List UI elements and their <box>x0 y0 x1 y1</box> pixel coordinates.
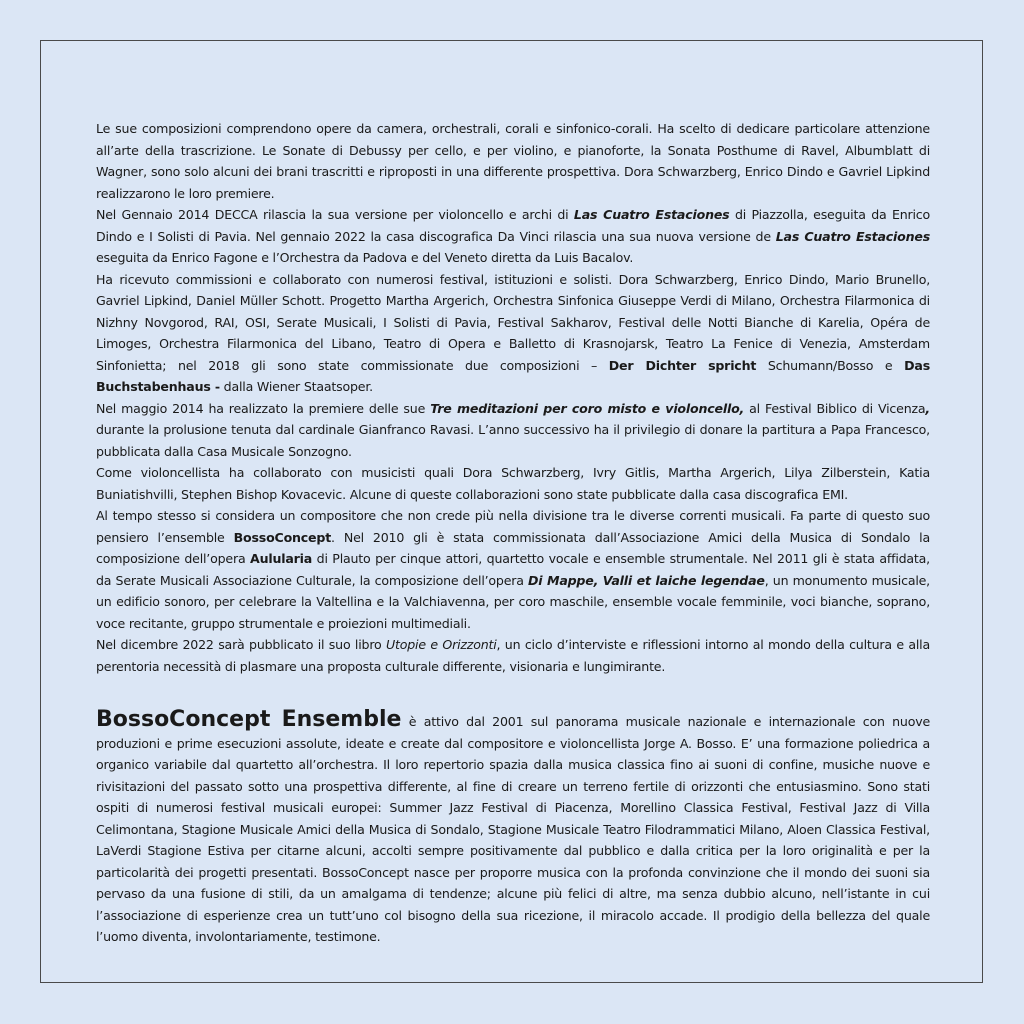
bio-paragraph-7: Nel dicembre 2022 sarà pubblicato il suo libro Utopie e Orizzonti, un ciclo d’interviste e riflessioni intorno al mondo della cultura e alla perentoria necessità di plasmare una proposta culturale differente, visionaria e lungimirante. <box>96 637 930 674</box>
book-title: Utopie e Orizzonti <box>386 637 497 652</box>
bio-paragraph-5: Come violoncellista ha collaborato con musicisti quali Dora Schwarzberg, Ivry Gitlis, Martha Argerich, Lilya Zilberstein, Katia Buniatishvilli, Stephen Bishop Kovacevic. Alcune di queste collaborazioni sono state pubblicate dalla casa discografica EMI. <box>96 465 930 502</box>
section-spacer <box>96 677 930 709</box>
work-title: Das Buchstabenhaus - <box>96 357 931 394</box>
bio-paragraph-1: Le sue composizioni comprendono opere da camera, orchestrali, corali e sinfonico-corali. Ha scelto di dedicare particolare attenzione all’arte della trascrizione. Le Sonate di Debussy per cello, e per violino, e pianoforte, la Sonata Posthume di Ravel, Albumblatt di Wagner, sono solo alcuni dei brani trascritti e riproposti in una differente prospettiva. Dora Schwarzberg, Enrico Dindo e Gavriel Lipkind realizzarono le loro premiere. <box>96 121 930 201</box>
ensemble-name: BossoConcept <box>233 529 332 545</box>
ensemble-paragraph: BossoConcept Ensemble è attivo dal 2001 sul panorama musicale nazionale e internazionale con nuove produzioni e prime esecuzioni assolute, ideate e create dal compositore e violoncellista Jorge A. Bosso. E’ una formazione poliedrica a organico variabile dal quartetto all’orchestra. Il loro repertorio spazia dalla musica classica fino ai suoni di confine, musiche nuove e rivisitazioni del passato sotto una prospettiva differente, al fine di creare un terreno fertile di orizzonti che entusiasmino. Sono stati ospiti di numerosi festival musicali europei: Summer Jazz Festival di Piacenza, Morellino Classica Festival, Festival Jazz di Villa Celimontana, Stagione Musicale Amici della Musica di Sondalo, Stagione Musicale Teatro Filodrammatici Milano, Aloen Classica Festival, LaVerdi Stagione Estiva per citarne alcuni, accolti sempre positivamente dal pubblico e dalla critica per la loro originalità e per la particolarità dei progetti presentati. BossoConcept nasce per proporre musica con la profonda convinzione che il mondo dei suoni sia pervaso da una fusione di stili, da un amalgama di tendenze; alcune più felici di altre, ma senza dubbio alcuno, nell’istante in cui l’associazione di esperienze crea un tutt’uno col bisogno della sua ricezione, il miracolo accade. Il prodigio della bellezza del quale l’uomo diventa, involontariamente, testimone. <box>96 707 931 944</box>
work-title: Las Cuatro Estaciones <box>775 228 930 244</box>
document-body <box>96 118 930 948</box>
bio-paragraph-4: Nel maggio 2014 ha realizzato la premiere delle sue Tre meditazioni per coro misto e violoncello, al Festival Biblico di Vicenza, durante la prolusione tenuta dal cardinale Gianfranco Ravasi. L’anno successivo ha il privilegio di donare la partitura a Papa Francesco, pubblicata dalla Casa Musicale Sonzogno. <box>96 400 931 459</box>
bio-paragraph-6: Al tempo stesso si considera un compositore che non crede più nella divisione tra le diverse correnti musicali. Fa parte di questo suo pensiero l’ensemble BossoConcept. Nel 2010 gli è stata commissionata dall’Associazione Amici della Musica di Sondalo la composizione dell’opera Aulularia di Plauto per cinque attori, quartetto vocale e ensemble strumentale. Nel 2011 gli è stata affidata, da Serate Musicali Associazione Culturale, la composizione dell’opera Di Mappe, Valli et laiche legendae, un monumento musicale, un edificio sonoro, per celebrare la Valtellina e la Valchiavenna, per coro maschile, ensemble vocale femminile, voci bianche, soprano, voce recitante, gruppo strumentale e proiezioni multimediali. <box>96 508 931 631</box>
work-title: Las Cuatro Estaciones <box>573 207 730 222</box>
work-title: Di Mappe, Valli et laiche legendae <box>528 572 765 588</box>
work-title: Der Dichter spricht <box>608 357 757 373</box>
bio-paragraph-3: Ha ricevuto commissioni e collaborato con numerosi festival, istituzioni e solisti. Dora Schwarzberg, Enrico Dindo, Mario Brunello, Gavriel Lipkind, Daniel Müller Schott. Progetto Martha Argerich, Orchestra Sinfonica Giuseppe Verdi di Milano, Orchestra Filarmonica di Nizhny Novgorod, RAI, OSI, Serate Musicali, I Solisti di Pavia, Festival Sakharov, Festival delle Notti Bianche di Karelia, Opéra de Limoges, Orchestra Filarmonica del Libano, Teatro di Opera e Balletto di Krasnojarsk, Teatro La Fenice di Venezia, Amsterdam Sinfonietta; nel 2018 gli sono state commissionate due composizioni – Der Dichter spricht Schumann/Bosso e Das Buchstabenhaus - dalla Wiener Staatsoper. <box>96 271 931 394</box>
ensemble-heading: BossoConcept Ensemble <box>96 707 402 732</box>
work-title: Aulularia <box>250 551 313 566</box>
work-title: Tre meditazioni per coro misto e violoncello, <box>430 400 745 416</box>
bio-paragraph-2: Nel Gennaio 2014 DECCA rilascia la sua versione per violoncello e archi di Las Cuatro Estaciones di Piazzolla, eseguita da Enrico Dindo e I Solisti di Pavia. Nel gennaio 2022 la casa discografica Da Vinci rilascia una sua nuova versione de Las Cuatro Estaciones eseguita da Enrico Fagone e l’Orchestra da Padova e del Veneto diretta da Luis Bacalov. <box>96 207 931 265</box>
